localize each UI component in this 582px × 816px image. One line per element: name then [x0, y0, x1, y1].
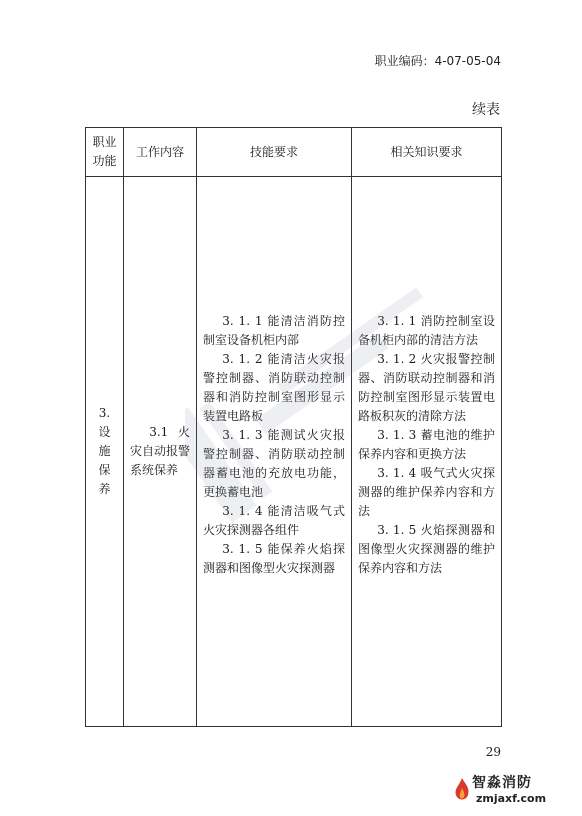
skill-item: 3. 1. 5 能保养火焰探测器和图像型火灾探测器: [203, 541, 345, 575]
header-work: 工作内容: [124, 128, 197, 177]
site-logo: [452, 770, 580, 810]
table-header-row: [86, 128, 502, 177]
logo-name: 智淼消防: [472, 775, 532, 791]
continued-label: 续表: [472, 102, 500, 118]
work-cell: [124, 177, 197, 727]
flame-logo-icon: [452, 776, 472, 804]
work-content: 3.1 火灾自动报警系统保养: [130, 425, 191, 477]
header-function-line: 职业: [92, 135, 117, 149]
skill-item: 3. 1. 3 能测试火灾报警控制器、消防联动控制器蓄电池的充放电功能，更换蓄电池: [203, 427, 345, 499]
header-knowledge: 相关知识要求: [352, 128, 502, 177]
header-skills: 技能要求: [197, 128, 352, 177]
page-number: 29: [485, 745, 501, 759]
knowledge-item: 3. 1. 2 火灾报警控制器、消防联动控制器和消防控制室图形显示装置电路板积灰的清除方法: [358, 351, 495, 423]
standards-table: [85, 127, 502, 727]
skill-item: 3. 1. 1 能清洁消防控制室设备机柜内部: [203, 313, 345, 347]
knowledge-item: 3. 1. 5 火焰探测器和图像型火灾探测器的维护保养内容和方法: [358, 522, 495, 575]
function-cell: [86, 177, 124, 727]
knowledge-item: 3. 1. 4 吸气式火灾探测器的维护保养内容和方法: [358, 465, 495, 518]
function-number: 3.: [98, 406, 111, 420]
knowledge-item: 3. 1. 3 蓄电池的维护保养内容和更换方法: [358, 427, 495, 461]
function-name: 设施保养: [98, 425, 111, 496]
occupation-code: 职业编码：4-07-05-04: [374, 54, 501, 68]
skill-item: 3. 1. 4 能清洁吸气式火灾探测器各组件: [203, 503, 345, 537]
knowledge-cell: [352, 177, 502, 727]
header-function-line: 功能: [92, 154, 117, 168]
logo-site: zmjaxf.com: [476, 792, 547, 805]
skill-item: 3. 1. 2 能清洁火灾报警控制器、消防联动控制器和消防控制室图形显示装置电路板: [203, 351, 345, 423]
header-function: [86, 128, 124, 177]
header-function-label: [86, 133, 123, 171]
table-row: [86, 177, 502, 727]
knowledge-item: 3. 1. 1 消防控制室设备机柜内部的清洁方法: [358, 313, 495, 347]
skills-cell: [197, 177, 352, 727]
